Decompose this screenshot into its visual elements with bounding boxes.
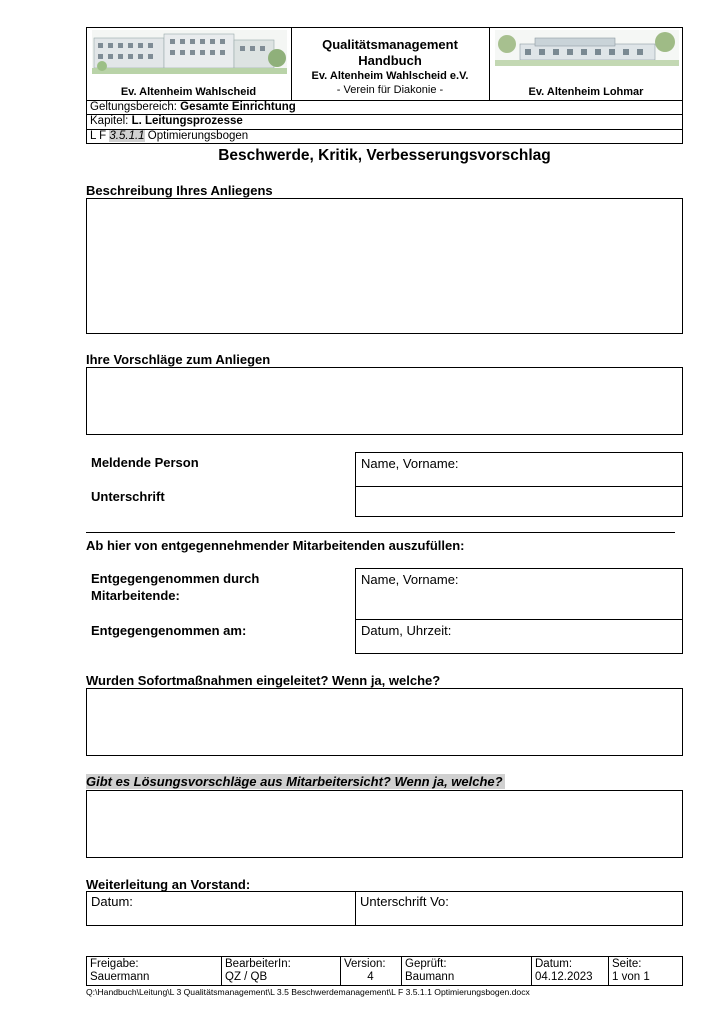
staff-solutions-textarea[interactable] xyxy=(86,790,683,858)
release-value: Sauermann xyxy=(90,971,150,983)
file-path: Q:\Handbuch\Leitung\L 3 Qualitätsmanagement\L 3.5 Beschwerdemanagement\L F 3.5.1.1 Optimierungsbogen.docx xyxy=(86,987,530,997)
footer-page xyxy=(608,957,683,985)
reporting-person-label: Meldende Person xyxy=(91,455,199,470)
signature-label: Unterschrift xyxy=(91,489,165,504)
forwarding-signature-field[interactable]: Unterschrift Vo: xyxy=(360,894,449,909)
org-subtitle: - Verein für Diakonie - xyxy=(336,84,444,96)
release-label: Freigabe: xyxy=(90,958,139,970)
scope-row xyxy=(86,100,683,115)
section-divider xyxy=(86,532,675,533)
footer-release xyxy=(86,957,221,985)
received-by-label-line2: Mitarbeitende: xyxy=(91,588,180,603)
version-value: 4 xyxy=(367,971,374,983)
reporting-person-name-field[interactable] xyxy=(355,452,683,487)
immediate-measures-textarea[interactable] xyxy=(86,688,683,756)
date-label: Datum: xyxy=(535,958,573,970)
right-org-name: Ev. Altenheim Lohmar xyxy=(528,86,644,98)
description-textarea[interactable] xyxy=(86,198,683,334)
footer-date xyxy=(531,957,608,985)
section-description-label: Beschreibung Ihres Anliegens xyxy=(86,183,273,198)
suggestions-textarea[interactable] xyxy=(86,367,683,435)
building-lohmar-image xyxy=(495,30,679,66)
scope-label: Geltungsbereich: xyxy=(90,101,177,113)
handbook-title-line2: Handbuch xyxy=(358,53,422,68)
checked-label: Geprüft: xyxy=(405,958,447,970)
received-by-name-label: Name, Vorname: xyxy=(361,572,459,587)
footer-checked xyxy=(401,957,531,985)
checked-value: Baumann xyxy=(405,971,455,983)
handbook-title-line1: Qualitätsmanagement xyxy=(322,37,458,52)
received-by-name-field[interactable] xyxy=(355,568,683,620)
received-on-datetime-field[interactable] xyxy=(355,619,683,654)
building-wahlscheid-image xyxy=(92,30,287,74)
staff-solutions-label: Gibt es Lösungsvorschläge aus Mitarbeitersicht? Wenn ja, welche? xyxy=(86,774,503,789)
chapter-value: L. Leitungsprozesse xyxy=(131,115,243,127)
org-full-name: Ev. Altenheim Wahlscheid e.V. xyxy=(311,70,469,82)
document-row xyxy=(86,129,683,144)
doc-number: 3.5.1.1 xyxy=(109,130,145,142)
editor-label: BearbeiterIn: xyxy=(225,958,291,970)
doc-prefix: L F xyxy=(90,130,107,142)
left-org-name: Ev. Altenheim Wahlscheid xyxy=(120,86,257,98)
section-suggestions-label: Ihre Vorschläge zum Anliegen xyxy=(86,352,271,367)
footer-editor xyxy=(221,957,340,985)
page-label: Seite: xyxy=(612,958,642,970)
signature-field[interactable] xyxy=(355,486,683,517)
page-value: 1 von 1 xyxy=(612,971,650,983)
form-title: Beschwerde, Kritik, Verbesserungsvorschlag xyxy=(218,147,551,164)
footer-version xyxy=(340,957,401,985)
doc-name: Optimierungsbogen xyxy=(147,130,249,142)
name-field-label: Name, Vorname: xyxy=(361,456,459,471)
scope-value: Gesamte Einrichtung xyxy=(180,101,296,113)
forwarding-date-field[interactable]: Datum: xyxy=(91,894,133,909)
editor-value: QZ / QB xyxy=(225,971,268,983)
forwarding-divider xyxy=(355,891,356,926)
received-on-label: Entgegengenommen am: xyxy=(91,623,247,638)
staff-section-label: Ab hier von entgegennehmender Mitarbeitenden auszufüllen: xyxy=(86,538,465,553)
forwarding-label: Weiterleitung an Vorstand: xyxy=(86,877,251,892)
chapter-label: Kapitel: xyxy=(90,115,129,127)
immediate-measures-label: Wurden Sofortmaßnahmen eingeleitet? Wenn ja, welche? xyxy=(86,673,441,688)
chapter-row xyxy=(86,114,683,129)
version-label: Version: xyxy=(344,958,386,970)
datetime-field-label: Datum, Uhrzeit: xyxy=(361,623,452,638)
received-by-label-line1: Entgegengenommen durch xyxy=(91,571,260,586)
date-value: 04.12.2023 xyxy=(535,971,593,983)
